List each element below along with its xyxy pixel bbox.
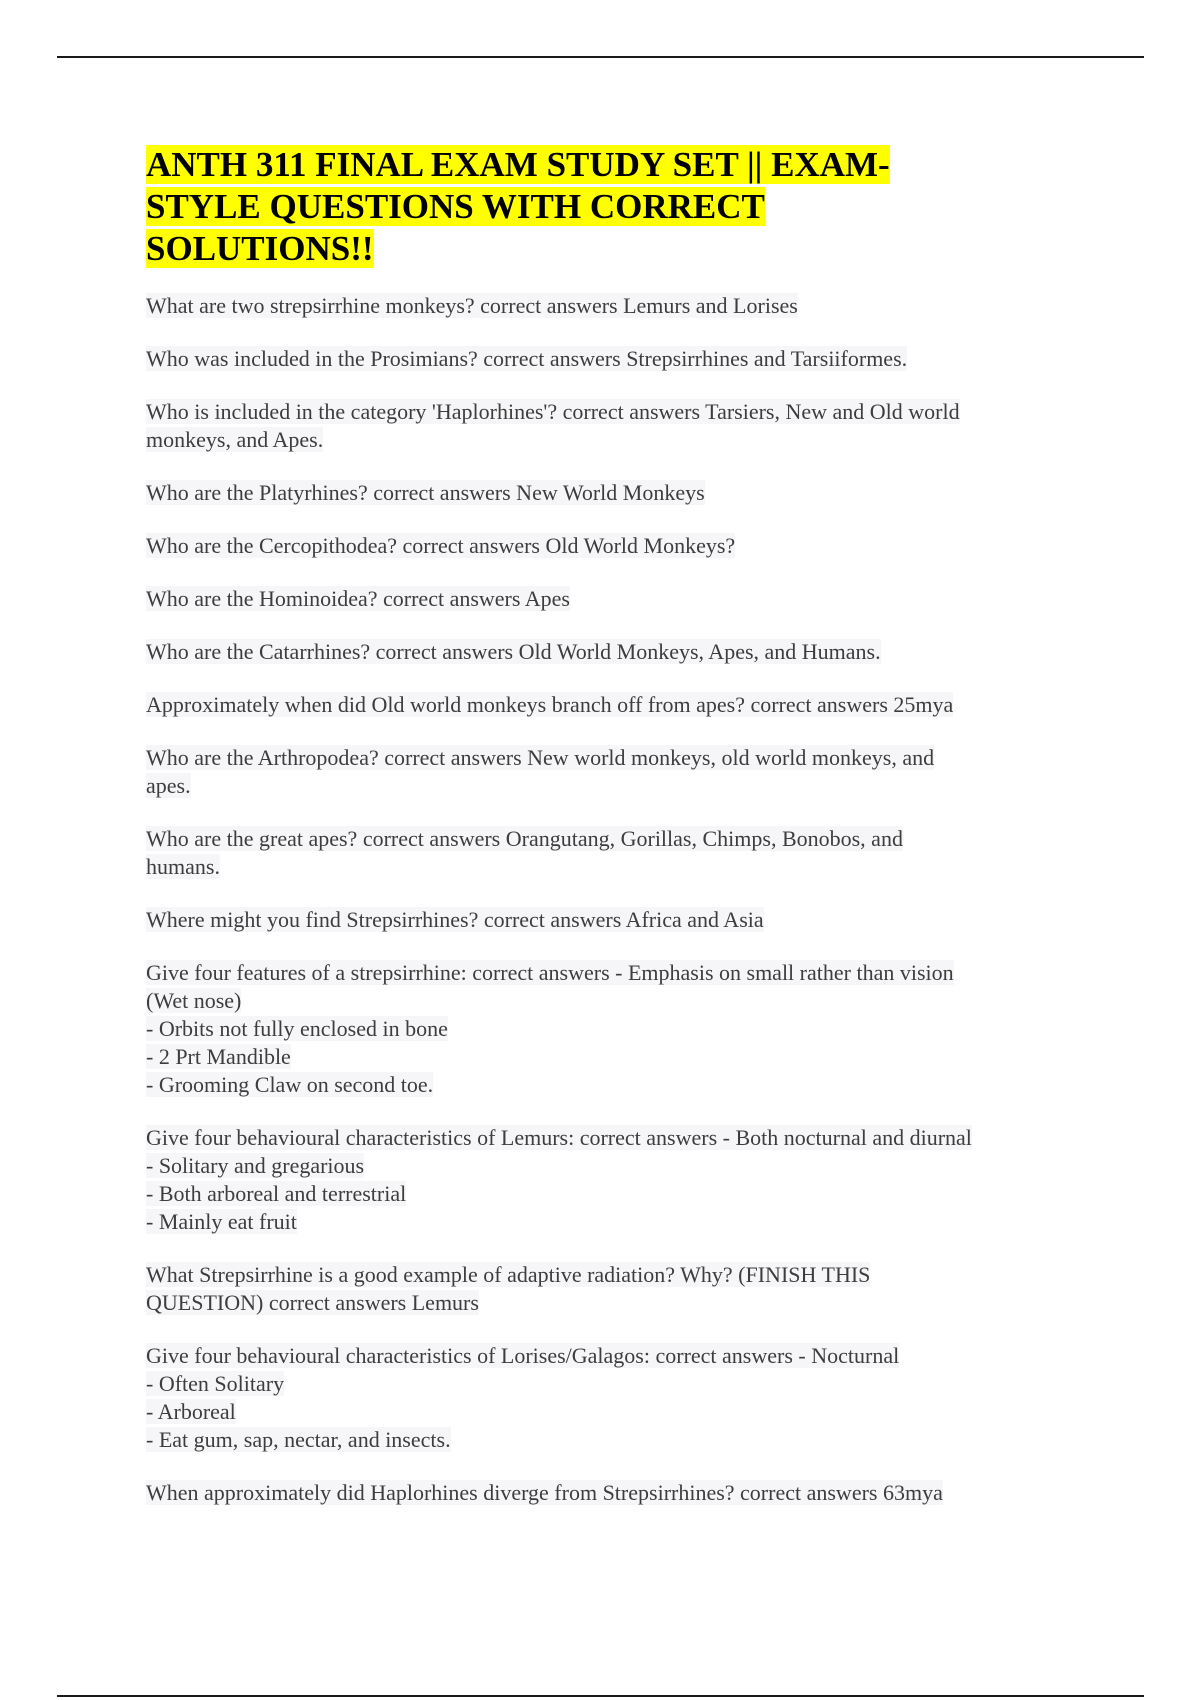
qa-item	[146, 1479, 1076, 1507]
qa-text: Approximately when did Old world monkeys branch off from apes? correct answers 25mya	[146, 692, 954, 717]
qa-item	[146, 906, 1076, 934]
qa-text: - Arboreal	[146, 1399, 236, 1424]
title-line: ANTH 311 FINAL EXAM STUDY SET || EXAM-	[146, 145, 890, 184]
qa-text: (Wet nose)	[146, 988, 242, 1013]
qa-text: Who are the Catarrhines? correct answers Old World Monkeys, Apes, and Humans.	[146, 639, 881, 664]
qa-line	[146, 1289, 1076, 1317]
qa-line	[146, 1071, 1076, 1099]
qa-text: Who was included in the Prosimians? correct answers Strepsirrhines and Tarsiiformes.	[146, 346, 908, 371]
qa-line	[146, 479, 1076, 507]
qa-text: monkeys, and Apes.	[146, 427, 324, 452]
qa-line	[146, 987, 1076, 1015]
qa-text: Who are the Platyrhines? correct answers New World Monkeys	[146, 480, 705, 505]
qa-text: Give four behavioural characteristics of Lemurs: correct answers - Both nocturnal and diurnal	[146, 1125, 972, 1150]
question-answer-list	[146, 292, 1076, 1507]
qa-line	[146, 1426, 1076, 1454]
qa-text: apes.	[146, 773, 191, 798]
qa-line	[146, 1342, 1076, 1370]
qa-line	[146, 825, 1076, 853]
qa-text: - Mainly eat fruit	[146, 1209, 297, 1234]
qa-text: Who are the Hominoidea? correct answers Apes	[146, 586, 570, 611]
qa-text: Give four behavioural characteristics of Lorises/Galagos: correct answers - Nocturnal	[146, 1343, 900, 1368]
qa-item	[146, 691, 1076, 719]
qa-line	[146, 1015, 1076, 1043]
qa-item	[146, 398, 1076, 454]
qa-line	[146, 959, 1076, 987]
qa-line	[146, 532, 1076, 560]
qa-line	[146, 638, 1076, 666]
qa-line	[146, 292, 1076, 320]
qa-text: - Orbits not fully enclosed in bone	[146, 1016, 448, 1041]
qa-item	[146, 959, 1076, 1099]
qa-item	[146, 1124, 1076, 1236]
qa-text: When approximately did Haplorhines diverge from Strepsirrhines? correct answers 63mya	[146, 1480, 943, 1505]
qa-line	[146, 853, 1076, 881]
qa-item	[146, 1261, 1076, 1317]
qa-text: - Eat gum, sap, nectar, and insects.	[146, 1427, 451, 1452]
qa-line	[146, 1180, 1076, 1208]
qa-line	[146, 691, 1076, 719]
qa-line	[146, 772, 1076, 800]
qa-line	[146, 744, 1076, 772]
qa-text: - Solitary and gregarious	[146, 1153, 365, 1178]
qa-line	[146, 1208, 1076, 1236]
qa-item	[146, 532, 1076, 560]
qa-line	[146, 1043, 1076, 1071]
document-title	[146, 144, 1076, 270]
bottom-rule	[57, 1695, 1144, 1697]
qa-item	[146, 345, 1076, 373]
qa-item	[146, 825, 1076, 881]
qa-text: humans.	[146, 854, 220, 879]
qa-item	[146, 585, 1076, 613]
title-line: STYLE QUESTIONS WITH CORRECT	[146, 187, 765, 226]
qa-line	[146, 1124, 1076, 1152]
qa-line	[146, 426, 1076, 454]
qa-line	[146, 1479, 1076, 1507]
title-line: SOLUTIONS!!	[146, 229, 374, 268]
qa-text: - 2 Prt Mandible	[146, 1044, 291, 1069]
qa-line	[146, 398, 1076, 426]
qa-line	[146, 906, 1076, 934]
qa-item	[146, 479, 1076, 507]
qa-text: Who are the great apes? correct answers Orangutang, Gorillas, Chimps, Bonobos, and	[146, 826, 903, 851]
qa-text: Give four features of a strepsirrhine: correct answers - Emphasis on small rather than vision	[146, 960, 954, 985]
qa-text: Who is included in the category 'Haplorhines'? correct answers Tarsiers, New and Old world	[146, 399, 960, 424]
qa-line	[146, 345, 1076, 373]
qa-item	[146, 1342, 1076, 1454]
qa-line	[146, 1152, 1076, 1180]
qa-line	[146, 1261, 1076, 1289]
qa-text: - Grooming Claw on second toe.	[146, 1072, 434, 1097]
qa-text: - Often Solitary	[146, 1371, 285, 1396]
top-rule	[57, 56, 1144, 58]
qa-text: Who are the Cercopithodea? correct answers Old World Monkeys?	[146, 533, 736, 558]
qa-item	[146, 744, 1076, 800]
qa-text: - Both arboreal and terrestrial	[146, 1181, 407, 1206]
qa-text: Who are the Arthropodea? correct answers New world monkeys, old world monkeys, and	[146, 745, 935, 770]
document-body	[146, 144, 1076, 1532]
qa-text: Where might you find Strepsirrhines? correct answers Africa and Asia	[146, 907, 764, 932]
qa-text: QUESTION) correct answers Lemurs	[146, 1290, 479, 1315]
qa-text: What are two strepsirrhine monkeys? correct answers Lemurs and Lorises	[146, 293, 798, 318]
qa-line	[146, 585, 1076, 613]
qa-item	[146, 292, 1076, 320]
qa-text: What Strepsirrhine is a good example of adaptive radiation? Why? (FINISH THIS	[146, 1262, 871, 1287]
qa-line	[146, 1398, 1076, 1426]
qa-item	[146, 638, 1076, 666]
qa-line	[146, 1370, 1076, 1398]
